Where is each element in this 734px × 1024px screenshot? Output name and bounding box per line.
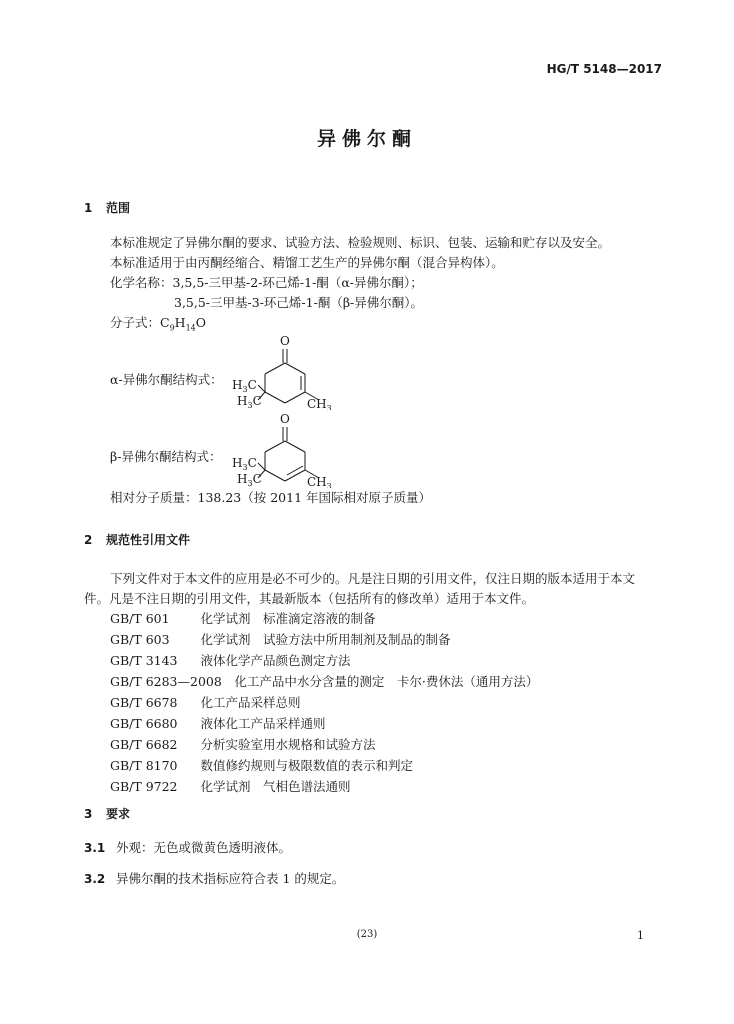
reference-item [110, 756, 413, 774]
methyl-label-lower: $H_3C$ [237, 394, 262, 410]
document-title: 异佛尔酮 [316, 128, 417, 150]
reference-code: GB/T 6678 [110, 695, 178, 710]
molecular-formula [110, 313, 206, 339]
oxygen-label: O [280, 412, 290, 426]
reference-code: GB/T 9722 [110, 779, 178, 794]
reference-code: GB/T 603 [110, 632, 170, 647]
reference-title: 化学试剂 试验方法中所用制剂及制品的制备 [200, 632, 451, 647]
reference-code: GB/T 601 [110, 611, 170, 626]
reference-item [110, 651, 351, 669]
methyl-label-right: $CH_3$ [307, 397, 332, 410]
reference-code: GB/T 6283—2008 [110, 674, 222, 689]
reference-item [110, 714, 326, 732]
beta-isophorone-structure [225, 408, 345, 488]
reference-title: 化工产品中水分含量的测定 卡尔·费休法（通用方法） [234, 674, 539, 689]
molar-mass: 相对分子质量：138.23（按 2011 年国际相对原子质量） [110, 490, 431, 505]
requirement-number: 3.1 [84, 841, 106, 855]
oxygen-label: O [280, 334, 290, 348]
chemical-name-line-1: 化学名称：3,5,5-三甲基-2-环己烯-1-酮（α-异佛尔酮）； [110, 275, 423, 290]
section-heading-scope [84, 199, 130, 216]
formula-o: O [195, 315, 207, 330]
references-intro-line-2: 件。凡是不注日期的引用文件，其最新版本（包括所有的修改单）适用于本文件。 [84, 591, 535, 606]
page-number-right: 1 [637, 929, 644, 942]
requirement-3-1 [84, 838, 291, 858]
reference-item [110, 735, 376, 753]
reference-title: 液体化学产品颜色测定方法 [200, 653, 351, 668]
formula-prefix: 分子式：C [110, 315, 170, 330]
formula-h: H [174, 315, 186, 330]
reference-title: 化工产品采样总则 [200, 695, 301, 710]
formula-h-count: 14 [185, 323, 196, 333]
reference-item [110, 609, 376, 627]
alpha-structure-label: α-异佛尔酮结构式： [110, 372, 223, 387]
methyl-label-upper: $H_3C$ [232, 378, 257, 394]
reference-item [110, 630, 451, 648]
requirement-text: 异佛尔酮的技术指标应符合表 1 的规定。 [116, 871, 345, 886]
reference-code: GB/T 6680 [110, 716, 178, 731]
section-number: 1 [84, 201, 93, 215]
formula-c-count: 9 [169, 323, 175, 333]
section-title: 要求 [106, 807, 131, 821]
requirement-number: 3.2 [84, 872, 106, 886]
reference-title: 化学试剂 气相色谱法通则 [200, 779, 351, 794]
methyl-label-upper: $H_3C$ [232, 456, 257, 472]
chemical-name-line-2: 3,5,5-三甲基-3-环己烯-1-酮（β-异佛尔酮）。 [174, 295, 424, 310]
requirement-3-2 [84, 869, 344, 889]
scope-paragraph-1: 本标准规定了异佛尔酮的要求、试验方法、检验规则、标识、包装、运输和贮存以及安全。 [110, 235, 611, 250]
section-heading-references [84, 531, 190, 548]
alpha-isophorone-structure [225, 330, 345, 410]
beta-structure-label: β-异佛尔酮结构式： [110, 449, 222, 464]
reference-item [110, 777, 351, 795]
reference-code: GB/T 6682 [110, 737, 178, 752]
scope-paragraph-2: 本标准适用于由丙酮经缩合、精馏工艺生产的异佛尔酮（混合异构体）。 [110, 255, 504, 270]
section-title: 规范性引用文件 [106, 533, 191, 547]
section-number: 3 [84, 807, 93, 821]
section-heading-requirements [84, 805, 130, 822]
standard-code: HG/T 5148—2017 [546, 62, 662, 76]
reference-item [110, 672, 538, 690]
reference-title: 数值修约规则与极限数值的表示和判定 [200, 758, 414, 773]
methyl-label-lower: $H_3C$ [237, 472, 262, 488]
reference-code: GB/T 3143 [110, 653, 178, 668]
reference-title: 分析实验室用水规格和试验方法 [200, 737, 376, 752]
page-number-center: (23) [356, 929, 378, 940]
section-title: 范围 [106, 201, 131, 215]
reference-title: 液体化工产品采样通则 [200, 716, 326, 731]
reference-item [110, 693, 301, 711]
references-intro-line-1: 下列文件对于本文件的应用是必不可少的。凡是注日期的引用文件，仅注日期的版本适用于本文 [110, 571, 636, 586]
requirement-text: 外观：无色或微黄色透明液体。 [116, 840, 292, 855]
methyl-label-right: $CH_3$ [307, 475, 332, 488]
section-number: 2 [84, 533, 93, 547]
reference-title: 化学试剂 标准滴定溶液的制备 [200, 611, 376, 626]
reference-code: GB/T 8170 [110, 758, 178, 773]
